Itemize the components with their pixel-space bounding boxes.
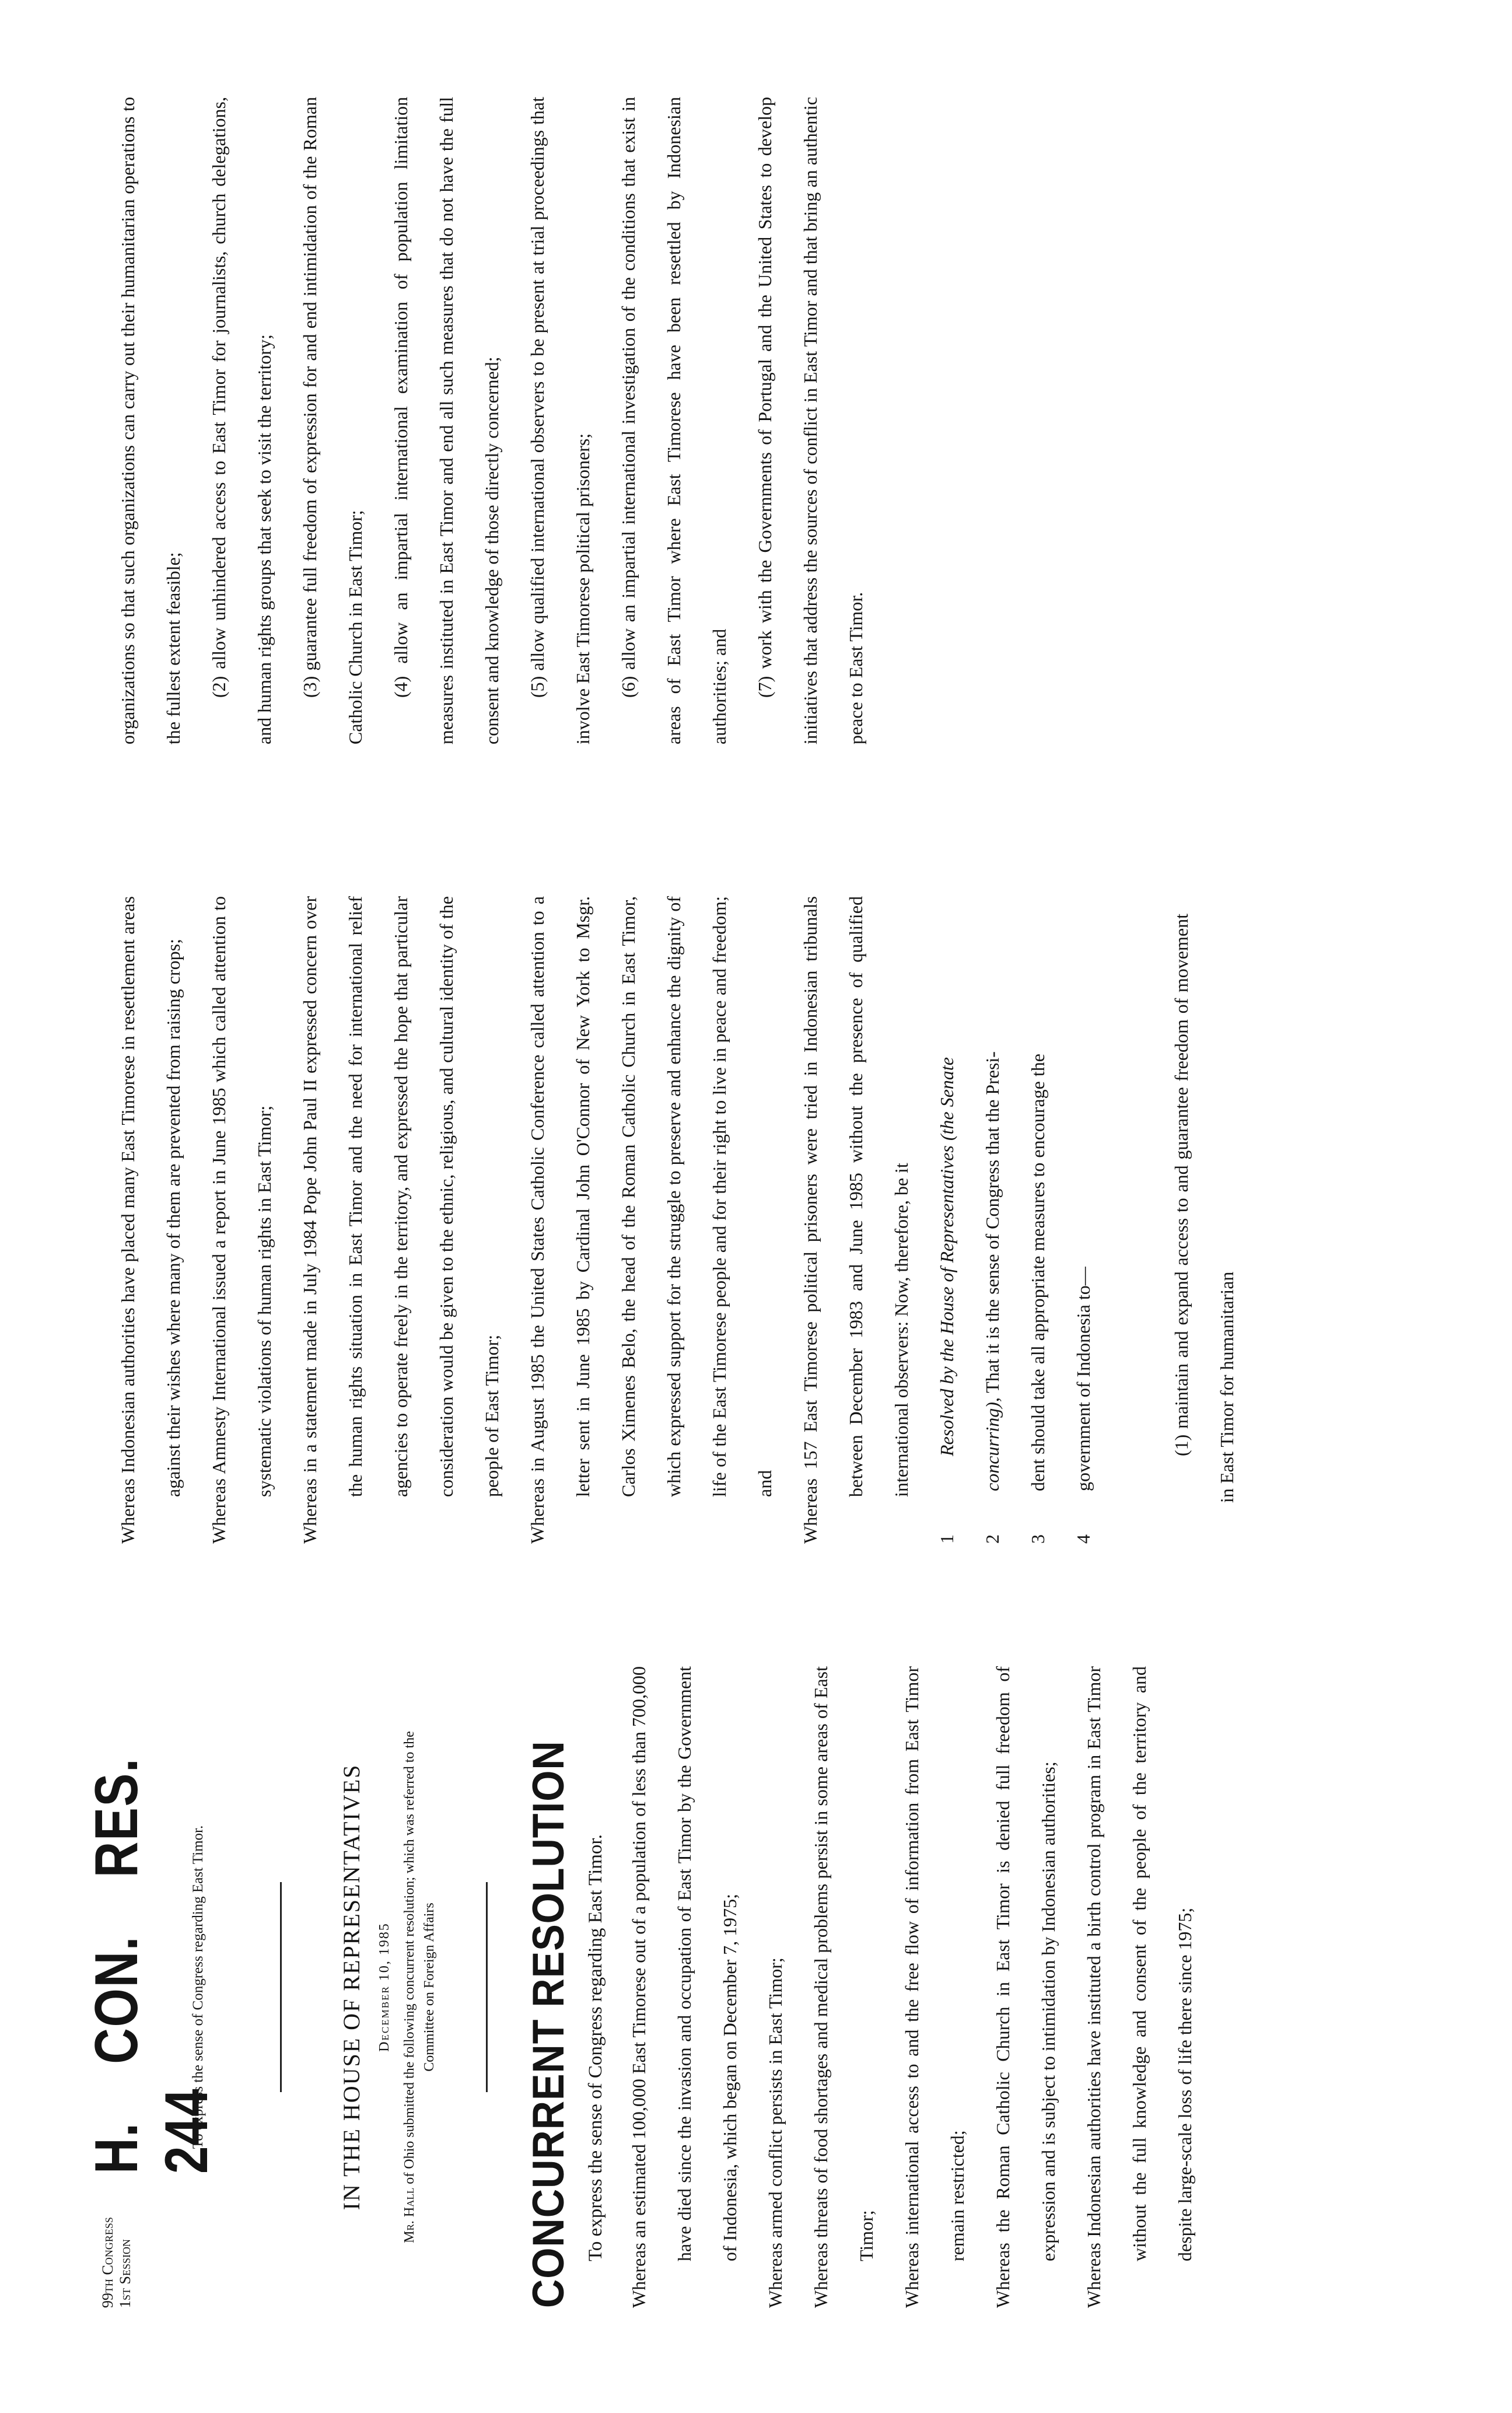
resolving-text: , That it is the sense of Congress that the Presi-: [982, 1051, 1003, 1403]
whereas-clause: Whereas threats of food shortages and medical problems persist in some areas of East Timor;: [810, 1666, 877, 2308]
congress-session: [99, 2217, 134, 2308]
line-number: 4: [1073, 1534, 1094, 1544]
resolving-text: dent should take all appropriate measures to encourage the: [1027, 1054, 1048, 1491]
spacer: [1106, 896, 1158, 1544]
resolution-item: (7) work with the Governments of Portugal and the United States to develop initiatives that address the sources of conflict in East Timor and that bring an authentic peace to East Timor.: [754, 97, 866, 744]
line-number: 3: [1027, 1534, 1048, 1544]
column-3: [105, 97, 878, 744]
concurring-phrase: concurring): [982, 1402, 1003, 1491]
resolution-type: CONCURRENT RESOLUTION: [524, 1740, 573, 2308]
resolving-line: [970, 896, 1015, 1544]
column-2: [105, 896, 1250, 1544]
resolution-item: (2) allow unhindered access to East Timor for journalists, church delegations, and human rights groups that seek to visit the territory;: [208, 97, 275, 744]
sponsor-name: Mr. Hall: [402, 2187, 417, 2243]
resolution-item: (3) guarantee full freedom of expression for and end intimidation of the Roman Catholic Church in East Timor;: [299, 97, 366, 744]
purpose-short: To express the sense of Congress regarding East Timor.: [190, 1825, 206, 2149]
resolution-purpose: To express the sense of Congress regarding East Timor.: [585, 1834, 606, 2261]
divider: [280, 1882, 282, 2092]
whereas-clause: Whereas Indonesian authorities have instituted a birth control program in East Timor without the full knowledge and consent of the people of the territory and despite large-scale loss of life there since 1975;: [1083, 1666, 1195, 2308]
resolved-phrase: Resolved by the House of Representatives (the Senate: [936, 1057, 957, 1456]
resolving-line: [1060, 896, 1106, 1544]
line-number: 2: [982, 1534, 1003, 1544]
whereas-clause: Whereas in August 1985 the United States Catholic Conference called attention to a letter sent in June 1985 by Cardinal John O'Connor of New York to Msgr. Carlos Ximenes Belo, the head of the Roman Catholic Church in East Timor, which expressed support for the struggle to preserve and enhance the dignity of life of the East Timorese people and for their right to live in peace and freedom; and: [527, 896, 775, 1544]
resolution-item: (6) allow an impartial international investigation of the conditions that exist in areas of East Timor where East Timorese have been resettled by Indonesian authorities; and: [618, 97, 730, 744]
column-1: [83, 1666, 1208, 2308]
resolution-item: (5) allow qualified international observers to be present at trial proceedings that involve East Timorese political prisoners;: [527, 97, 593, 744]
whereas-clause: Whereas in a statement made in July 1984 Pope John Paul II expressed concern over the human rights situation in East Timor and the need for international relief agencies to operate freely in the territory, and expressed the hope that particular consideration would be given to the ethnic, religious, and cultural identity of the people of East Timor;: [299, 896, 502, 1544]
bill-number: H. CON. RES. 244: [83, 1757, 220, 2174]
resolution-item: (4) allow an impartial international examination of population limitation measures instituted in East Timor and end all such measures that do not have the full consent and knowledge of those directly concerned;: [390, 97, 502, 744]
resolving-line: [924, 896, 970, 1544]
resolution-item: (1) maintain and expand access to and guarantee freedom of movement in East Timor for humanitarian: [1171, 914, 1237, 1503]
introduction-date: December 10, 1985: [377, 1922, 392, 2052]
line-number: 1: [936, 1534, 957, 1544]
introduction-text: [400, 1666, 439, 2308]
whereas-clause: Whereas 157 East Timorese political prisoners were tried in Indonesian tribunals between December 1983 and June 1985 without the presence of qualified international observers: Now, therefore, be it: [800, 896, 912, 1544]
whereas-clause: Whereas international access to and the free flow of information from East Timor remain restricted;: [901, 1666, 968, 2308]
chamber-heading: IN THE HOUSE OF REPRESENTATIVES: [338, 1764, 365, 2211]
resolving-line: [1015, 896, 1060, 1544]
whereas-clause: Whereas Indonesian authorities have placed many East Timorese in resettlement areas against their wishes where many of them are prevented from raising crops;: [117, 896, 184, 1544]
congress-label: 99th Congress: [99, 2217, 116, 2308]
whereas-clause: Whereas Amnesty International issued a report in June 1985 which called attention to systematic violations of human rights in East Timor;: [208, 896, 275, 1544]
introduction-rest: of Ohio submitted the following concurrent resolution; which was referred to the Committee on Foreign Affairs: [402, 1731, 437, 2188]
resolving-text: government of Indonesia to—: [1073, 1267, 1094, 1491]
whereas-clause: Whereas the Roman Catholic Church in East Timor is denied full freedom of expression and is subject to intimidation by Indonesian authorities;: [992, 1666, 1059, 2308]
whereas-clause: Whereas armed conflict persists in East Timor;: [765, 1957, 786, 2308]
whereas-clause: Whereas an estimated 100,000 East Timorese out of a population of less than 700,000 have died since the invasion and occupation of East Timor by the Government of Indonesia, which began on December 7, 1975;: [628, 1666, 740, 2308]
session-label: 1st Session: [117, 2239, 134, 2308]
resolution-item-continued: organizations so that such organizations can carry out their humanitarian operations to the fullest extent feasible;: [117, 97, 184, 744]
divider: [486, 1882, 488, 2092]
